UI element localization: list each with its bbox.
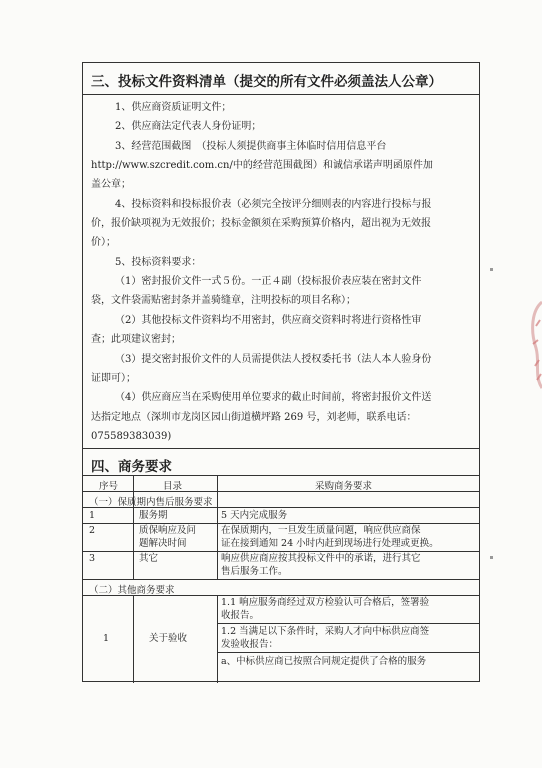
doc-line: 查；此项建议密封； (91, 334, 181, 345)
row-no: 1 (103, 633, 110, 644)
rule (83, 94, 479, 95)
column-divider (217, 475, 218, 579)
rule (83, 579, 479, 580)
row-req: 5 天内完成服务 (221, 510, 288, 521)
doc-line: 盖公章； (91, 179, 131, 190)
row-no: 3 (89, 553, 96, 564)
doc-line: （2）其他投标文件资料均不用密封，供应商交资料时将进行资格性审 (115, 315, 422, 326)
row-req: 在保质期内，一旦发生质量问题，响应供应商保 (221, 525, 421, 536)
row-req: a、中标供应商已按照合同规定提供了合格的服务 (221, 656, 427, 667)
row-req: 售后服务工作。 (221, 566, 288, 577)
seal-stamp-partial (524, 300, 542, 390)
row-no: 1 (89, 510, 96, 521)
column-divider (133, 475, 134, 579)
row-no: 2 (89, 525, 96, 536)
row-item: 服务期 (139, 510, 168, 521)
doc-line: 价，报价缺项视为无效报价；投标金额须在采购预算价格内，超出视为无效报 (91, 218, 431, 229)
column-divider (217, 595, 218, 683)
doc-line: 袋，文件袋需贴密封条并盖骑缝章，注明投标的项目名称）； (91, 295, 356, 306)
doc-line: http://www.szcredit.com.cn/中的经营范围截图）和诚信承诺声明函原件加 (91, 160, 433, 171)
row-req: 1.2 当满足以下条件时，采购人才向中标供应商签 (221, 626, 430, 637)
rule (83, 491, 479, 492)
rule (83, 448, 479, 449)
row-req: 1.1 响应服务商经过双方检验认可合格后，签署验 (221, 597, 430, 608)
scan-mark (490, 268, 493, 271)
doc-line: （4）供应商应当在采购使用单位要求的截止时间前，将密封报价文件送 (115, 392, 432, 403)
doc-line: 2、供应商法定代表人身份证明； (115, 121, 262, 132)
rule (83, 475, 479, 476)
header-item: 目录 (163, 481, 183, 492)
row-req: 收报告。 (221, 610, 260, 621)
header-requirement: 采购商务要求 (315, 481, 373, 492)
group-label: （二）其他商务要求 (89, 585, 175, 596)
doc-line: 5、投标资料要求： (115, 257, 202, 268)
scan-mark (490, 556, 493, 559)
row-req: 发验收报告： (221, 639, 279, 650)
doc-line: （1）密封报价文件一式５份。一正４副（投标报价表应装在密封文件 (115, 276, 422, 287)
doc-line: 4、投标资料和投标报价表（必须完全按评分细则表的内容进行投标与报 (115, 199, 432, 210)
doc-line: 3、经营范围截图 （投标人须提供商事主体临时信用信息平台 (115, 141, 387, 152)
row-req: 证在接到通知 24 小时内赶到现场进行处理或更换。 (221, 538, 439, 549)
doc-line: 证即可）； (91, 373, 136, 384)
column-divider (133, 595, 134, 683)
row-req: 响应供应商应按其投标文件中的承诺，进行其它 (221, 553, 421, 564)
row-item: 质保响应及问 (139, 525, 197, 536)
rule (217, 623, 479, 624)
group-label: （一）保质期内售后服务要求 (89, 497, 213, 508)
doc-line: 075589383039) (91, 431, 172, 442)
doc-line: 达指定地点（深圳市龙岗区园山街道横坪路 269 号，刘老师，联系电话： (91, 412, 417, 423)
row-item: 题解决时间 (139, 538, 187, 549)
doc-line: 1、供应商资质证明文件； (115, 102, 232, 113)
section4-title: 四、商务要求 (91, 459, 172, 475)
requirements-table (82, 62, 480, 682)
doc-line: 价）； (91, 237, 116, 248)
header-no: 序号 (99, 481, 119, 492)
section3-title: 三、投标文件资料清单（提交的所有文件必须盖法人公章） (91, 74, 442, 90)
row-item: 关于验收 (149, 633, 188, 644)
doc-line: （3）提交密封报价文件的人员需提供法人授权委托书（法人本人验身份 (115, 354, 432, 365)
row-item: 其它 (139, 553, 159, 564)
rule (217, 652, 479, 653)
